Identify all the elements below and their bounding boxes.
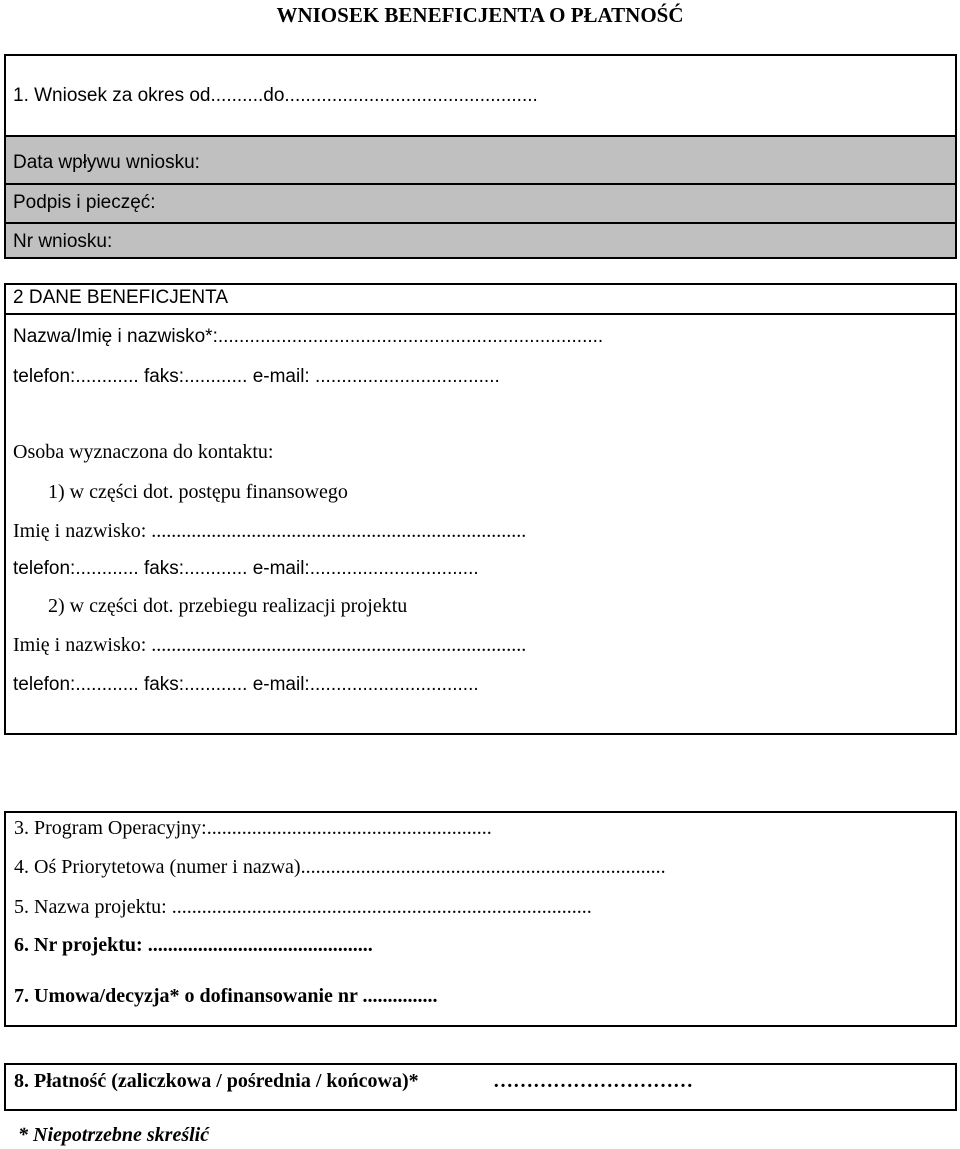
project-name-field[interactable]: 5. Nazwa projektu: .................................................................................... (14, 896, 592, 918)
program-field[interactable]: 3. Program Operacyjny:......................................................... (14, 817, 492, 839)
beneficiary-name-field[interactable]: Nazwa/Imię i nazwisko*:......................................................................... (13, 326, 604, 347)
beneficiary-contact-field[interactable]: telefon:............ faks:............ e-mail: ................................... (13, 366, 500, 387)
implementation-contact-name-field[interactable]: Imię i nazwisko: ........................................................................... (13, 634, 527, 656)
priority-axis-field[interactable]: 4. Oś Priorytetowa (numer i nazwa)......................................................................... (14, 856, 666, 878)
divider (4, 313, 957, 315)
financial-contact-heading: 1) w części dot. postępu finansowego (48, 481, 348, 503)
period-field[interactable]: 1. Wniosek za okres od..........do................................................ (13, 85, 538, 106)
agreement-field[interactable]: 7. Umowa/decyzja* o dofinansowanie nr ............... (14, 985, 438, 1007)
divider (4, 183, 957, 185)
contact-person-heading: Osoba wyznaczona do kontaktu: (13, 441, 274, 463)
payment-type-field[interactable]: ………………………… (493, 1070, 693, 1092)
signature-stamp-field[interactable]: Podpis i pieczęć: (13, 192, 156, 213)
document-title: WNIOSEK BENEFICJENTA O PŁATNOŚĆ (276, 3, 684, 27)
implementation-contact-details-field[interactable]: telefon:............ faks:............ e-mail:................................ (13, 674, 479, 695)
footnote: * Niepotrzebne skreślić (18, 1124, 210, 1146)
received-date-field[interactable]: Data wpływu wniosku: (13, 152, 200, 173)
payment-type-label: 8. Płatność (zaliczkowa / pośrednia / końcowa)* (14, 1070, 419, 1092)
financial-contact-name-field[interactable]: Imię i nazwisko: ........................................................................... (13, 520, 527, 542)
financial-contact-details-field[interactable]: telefon:............ faks:............ e-mail:................................ (13, 558, 479, 579)
implementation-contact-heading: 2) w części dot. przebiegu realizacji projektu (48, 595, 408, 617)
project-number-field[interactable]: 6. Nr projektu: ............................................. (14, 934, 373, 956)
beneficiary-box (4, 283, 957, 735)
divider (4, 222, 957, 224)
request-number-field[interactable]: Nr wniosku: (13, 231, 113, 252)
beneficiary-heading: 2 DANE BENEFICJENTA (13, 287, 229, 308)
